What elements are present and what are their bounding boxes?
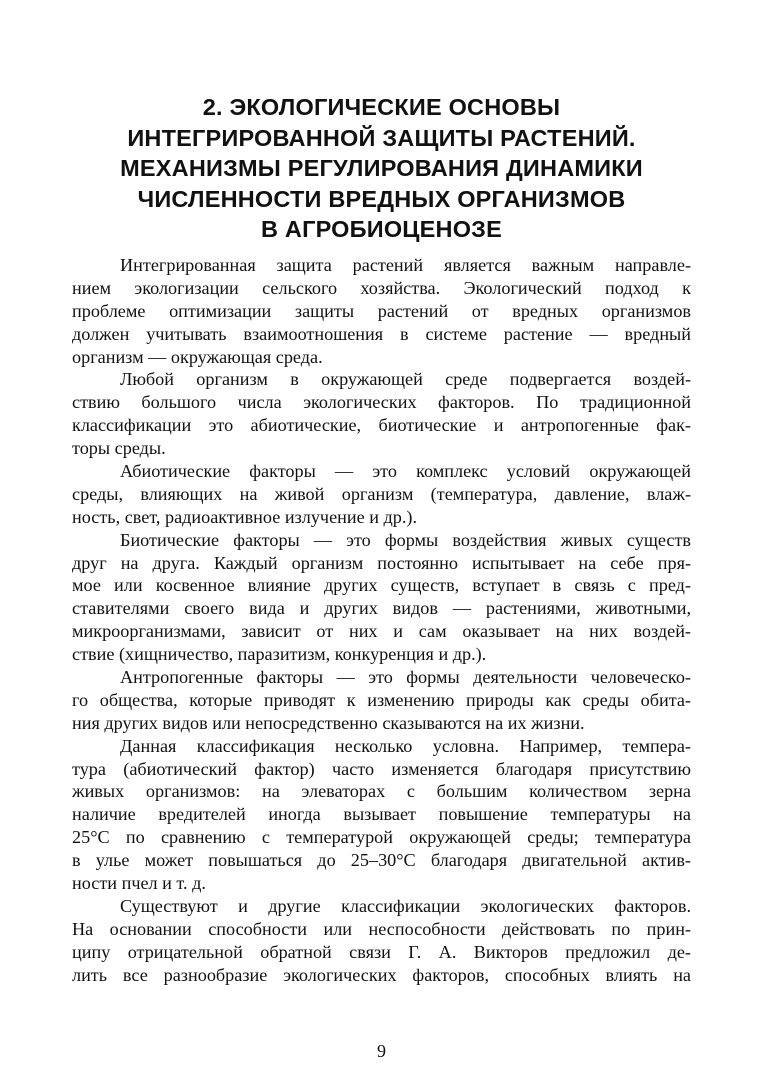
chapter-title-line: ИНТЕГРИРОВАННОЙ ЗАЩИТЫ РАСТЕНИЙ. <box>127 124 636 151</box>
text-line: должен учитывать взаимоотношения в системе растение — вредный <box>72 323 691 344</box>
text-line: наличие вредителей иногда вызывает повышение температуры на <box>72 804 691 825</box>
text-line: Биотические факторы — это формы воздействия живых существ <box>120 529 691 550</box>
text-line: ности пчел и т. д. <box>72 873 206 894</box>
text-line: тура (абиотический фактор) часто изменяется благодаря присутствию <box>72 758 691 779</box>
text-line: Существуют и другие классификации экологических факторов. <box>120 895 691 916</box>
chapter-title-line: В АГРОБИОЦЕНОЗЕ <box>261 216 502 242</box>
text-line: Интегрированная защита растений является важным направле- <box>120 255 691 275</box>
paragraph <box>72 666 691 735</box>
paragraph <box>72 529 691 666</box>
paragraph <box>72 460 691 529</box>
text-line: 25°С по сравнению с температурой окружающей среды; температура <box>72 827 691 848</box>
chapter-title-line: МЕХАНИЗМЫ РЕГУЛИРОВАНИЯ ДИНАМИКИ <box>120 155 643 181</box>
text-line: Антропогенные факторы — это формы деятельности человеческо- <box>120 667 691 688</box>
body-text <box>72 254 691 987</box>
text-line: ствие (хищничество, паразитизм, конкуренция и др.). <box>72 644 487 665</box>
text-line: нием экологизации сельского хозяйства. Экологический подход к <box>72 277 691 298</box>
paragraph <box>72 254 691 368</box>
text-line: Любой организм в окружающей среде подвергается воздей- <box>120 369 691 390</box>
text-line: лить все разнообразие экологических факторов, способных влиять на <box>72 964 691 985</box>
text-line: Данная классификация несколько условна. Например, темпера- <box>120 735 691 756</box>
text-line: друг на друга. Каждый организм постоянно испытывает на себе пря- <box>72 552 691 573</box>
text-line: микроорганизмами, зависит от них и сам оказывает на них воздей- <box>72 621 691 642</box>
paragraph <box>72 895 691 987</box>
text-line: среды, влияющих на живой организм (температура, давление, влаж- <box>72 483 691 504</box>
paragraph <box>72 368 691 460</box>
chapter-title <box>70 92 693 245</box>
text-line: ципу отрицательной обратной связи Г. А. Викторов предложил де- <box>72 941 691 962</box>
text-line: ставителями своего вида и других видов — растениями, животными, <box>72 598 691 619</box>
text-line: классификации это абиотические, биотические и антропогенные фак- <box>72 415 691 436</box>
text-line: На основании способности или неспособности действовать по прин- <box>72 918 691 939</box>
text-line: проблеме оптимизации защиты растений от вредных организмов <box>72 300 691 321</box>
text-line: живых организмов: на элеваторах с большим количеством зерна <box>72 781 691 802</box>
text-line: го общества, которые приводят к изменению природы как среды обита- <box>72 689 691 710</box>
text-line: ния других видов или непосредственно сказываются на их жизни. <box>72 712 585 733</box>
chapter-title-line: 2. ЭКОЛОГИЧЕСКИЕ ОСНОВЫ <box>202 94 561 120</box>
chapter-title-line: ЧИСЛЕННОСТИ ВРЕДНЫХ ОРГАНИЗМОВ <box>137 185 626 212</box>
text-line: организм — окружающая среда. <box>72 346 323 367</box>
text-line: мое или косвенное влияние других существ, вступает в связь с пред- <box>72 575 691 596</box>
text-line: ствию большого числа экологических факторов. По традиционной <box>72 392 691 413</box>
text-line: в улье может повышаться до 25–30°С благодаря двигательной актив- <box>72 850 691 871</box>
paragraph <box>72 735 691 895</box>
page-number: 9 <box>377 1041 386 1061</box>
text-line: ность, свет, радиоактивное излучение и др.). <box>72 506 418 527</box>
text-line: торы среды. <box>72 438 166 459</box>
text-line: Абиотические факторы — это комплекс условий окружающей <box>120 461 691 482</box>
